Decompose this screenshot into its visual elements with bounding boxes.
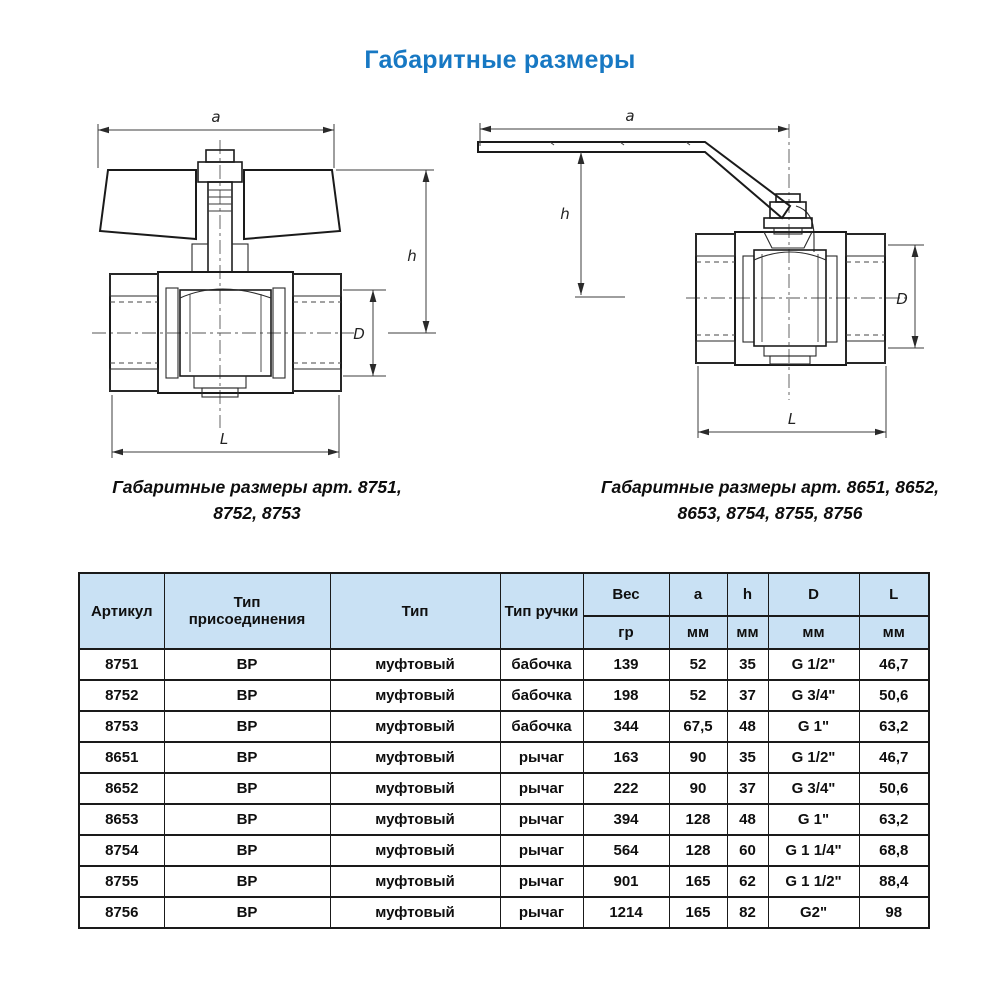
table-cell: муфтовый (330, 866, 500, 897)
table-cell: G 1 1/2" (768, 866, 859, 897)
table-cell: 163 (583, 742, 669, 773)
table-cell: муфтовый (330, 773, 500, 804)
table-row (79, 711, 929, 742)
table-cell: G 3/4" (768, 680, 859, 711)
table-cell: 394 (583, 804, 669, 835)
center-lines (92, 140, 354, 428)
table-cell: рычаг (500, 866, 583, 897)
spec-table (78, 572, 930, 929)
unit-a: мм (669, 616, 727, 649)
table-cell: 564 (583, 835, 669, 866)
valve-body (110, 272, 341, 397)
table-cell: 8752 (79, 680, 164, 711)
caption-line: Габаритные размеры арт. 8651, 8652, (600, 477, 940, 497)
table-cell: рычаг (500, 897, 583, 928)
table-row (79, 804, 929, 835)
table-cell: 901 (583, 866, 669, 897)
table-cell: G 3/4" (768, 773, 859, 804)
table-cell: 37 (727, 680, 768, 711)
table-cell: 50,6 (859, 680, 929, 711)
table-cell: G2" (768, 897, 859, 928)
unit-d: мм (768, 616, 859, 649)
table-cell: ВР (164, 742, 330, 773)
table-row (79, 680, 929, 711)
table-cell: 63,2 (859, 711, 929, 742)
table-cell: рычаг (500, 835, 583, 866)
table-cell: ВР (164, 866, 330, 897)
dim-label-L: L (787, 410, 797, 428)
table-cell: 344 (583, 711, 669, 742)
col-header-h: h (727, 573, 768, 616)
table-cell: бабочка (500, 711, 583, 742)
table-row (79, 866, 929, 897)
table-cell: ВР (164, 773, 330, 804)
caption-line: 8752, 8753 (213, 503, 301, 523)
table-cell: муфтовый (330, 835, 500, 866)
valve-stem (764, 194, 812, 234)
table-cell: 52 (669, 680, 727, 711)
table-cell: ВР (164, 897, 330, 928)
dim-label-D: D (896, 290, 908, 308)
table-cell: 165 (669, 897, 727, 928)
table-cell: 128 (669, 835, 727, 866)
dimension-h (336, 170, 436, 333)
table-cell: рычаг (500, 804, 583, 835)
unit-weight: гр (583, 616, 669, 649)
caption-line: 8653, 8754, 8755, 8756 (677, 503, 863, 523)
table-cell: 67,5 (669, 711, 727, 742)
table-cell: 37 (727, 773, 768, 804)
col-header-weight: Вес (583, 573, 669, 616)
valve-body (696, 232, 885, 365)
dimension-l (698, 366, 886, 438)
dimension-a (98, 108, 334, 168)
dimension-h (560, 152, 625, 297)
table-cell: G 1 1/4" (768, 835, 859, 866)
dim-label-a: a (625, 107, 635, 125)
table-cell: муфтовый (330, 804, 500, 835)
lever-handle (478, 142, 814, 252)
table-cell: 8652 (79, 773, 164, 804)
col-header-articul: Артикул (79, 573, 164, 649)
dim-label-h: h (560, 205, 570, 223)
table-cell: 35 (727, 649, 768, 680)
dim-label-h: h (407, 247, 417, 265)
table-cell: рычаг (500, 773, 583, 804)
table-cell: 60 (727, 835, 768, 866)
table-cell: G 1/2" (768, 649, 859, 680)
drawing-butterfly-valve (78, 98, 450, 466)
table-cell: 8755 (79, 866, 164, 897)
table-cell: ВР (164, 711, 330, 742)
page-title: Габаритные размеры (364, 46, 636, 74)
table-cell: 48 (727, 711, 768, 742)
table-row (79, 742, 929, 773)
dim-label-D: D (353, 325, 365, 343)
table-cell: 8751 (79, 649, 164, 680)
table-cell: рычаг (500, 742, 583, 773)
table-cell: 8651 (79, 742, 164, 773)
table-cell: бабочка (500, 649, 583, 680)
table-cell: ВР (164, 835, 330, 866)
table-cell: 46,7 (859, 649, 929, 680)
dimension-l (112, 395, 339, 458)
table-cell: 35 (727, 742, 768, 773)
col-header-handle: Тип ручки (500, 573, 583, 649)
col-header-connection (164, 573, 330, 649)
table-cell: 68,8 (859, 835, 929, 866)
table-cell: муфтовый (330, 742, 500, 773)
caption-line: Габаритные размеры арт. 8751, (112, 477, 402, 497)
col-header-d: D (768, 573, 859, 616)
table-cell: 8653 (79, 804, 164, 835)
dim-label-a: a (211, 108, 221, 126)
caption-butterfly-valve (52, 474, 462, 526)
table-cell: 46,7 (859, 742, 929, 773)
unit-h: мм (727, 616, 768, 649)
drawing-lever-valve (458, 98, 942, 466)
dimension-d (888, 245, 924, 348)
table-cell: муфтовый (330, 649, 500, 680)
table-cell: 50,6 (859, 773, 929, 804)
table-cell: 98 (859, 897, 929, 928)
table-cell: муфтовый (330, 680, 500, 711)
table-row (79, 835, 929, 866)
table-row (79, 649, 929, 680)
table-cell: бабочка (500, 680, 583, 711)
table-cell: 62 (727, 866, 768, 897)
table-cell: ВР (164, 680, 330, 711)
table-cell: G 1/2" (768, 742, 859, 773)
table-cell: 128 (669, 804, 727, 835)
table-cell: 198 (583, 680, 669, 711)
table-cell: муфтовый (330, 897, 500, 928)
col-header-connection-label: Тип присоединения (188, 594, 306, 628)
col-header-type: Тип (330, 573, 500, 649)
dim-label-L: L (219, 430, 229, 448)
table-cell: 52 (669, 649, 727, 680)
table-cell: ВР (164, 804, 330, 835)
col-header-a: a (669, 573, 727, 616)
table-cell: 88,4 (859, 866, 929, 897)
table-cell: муфтовый (330, 711, 500, 742)
table-cell: ВР (164, 649, 330, 680)
table-cell: 90 (669, 742, 727, 773)
table-row (79, 773, 929, 804)
table-cell: G 1" (768, 711, 859, 742)
dimension-a (480, 107, 789, 146)
table-row (79, 897, 929, 928)
table-cell: 63,2 (859, 804, 929, 835)
caption-lever-valve (552, 474, 988, 526)
unit-l: мм (859, 616, 929, 649)
table-cell: 8756 (79, 897, 164, 928)
table-cell: 222 (583, 773, 669, 804)
table-cell: 165 (669, 866, 727, 897)
table-cell: G 1" (768, 804, 859, 835)
table-cell: 82 (727, 897, 768, 928)
table-cell: 1214 (583, 897, 669, 928)
table-cell: 90 (669, 773, 727, 804)
col-header-l: L (859, 573, 929, 616)
table-cell: 8753 (79, 711, 164, 742)
table-cell: 139 (583, 649, 669, 680)
table-cell: 8754 (79, 835, 164, 866)
table-cell: 48 (727, 804, 768, 835)
